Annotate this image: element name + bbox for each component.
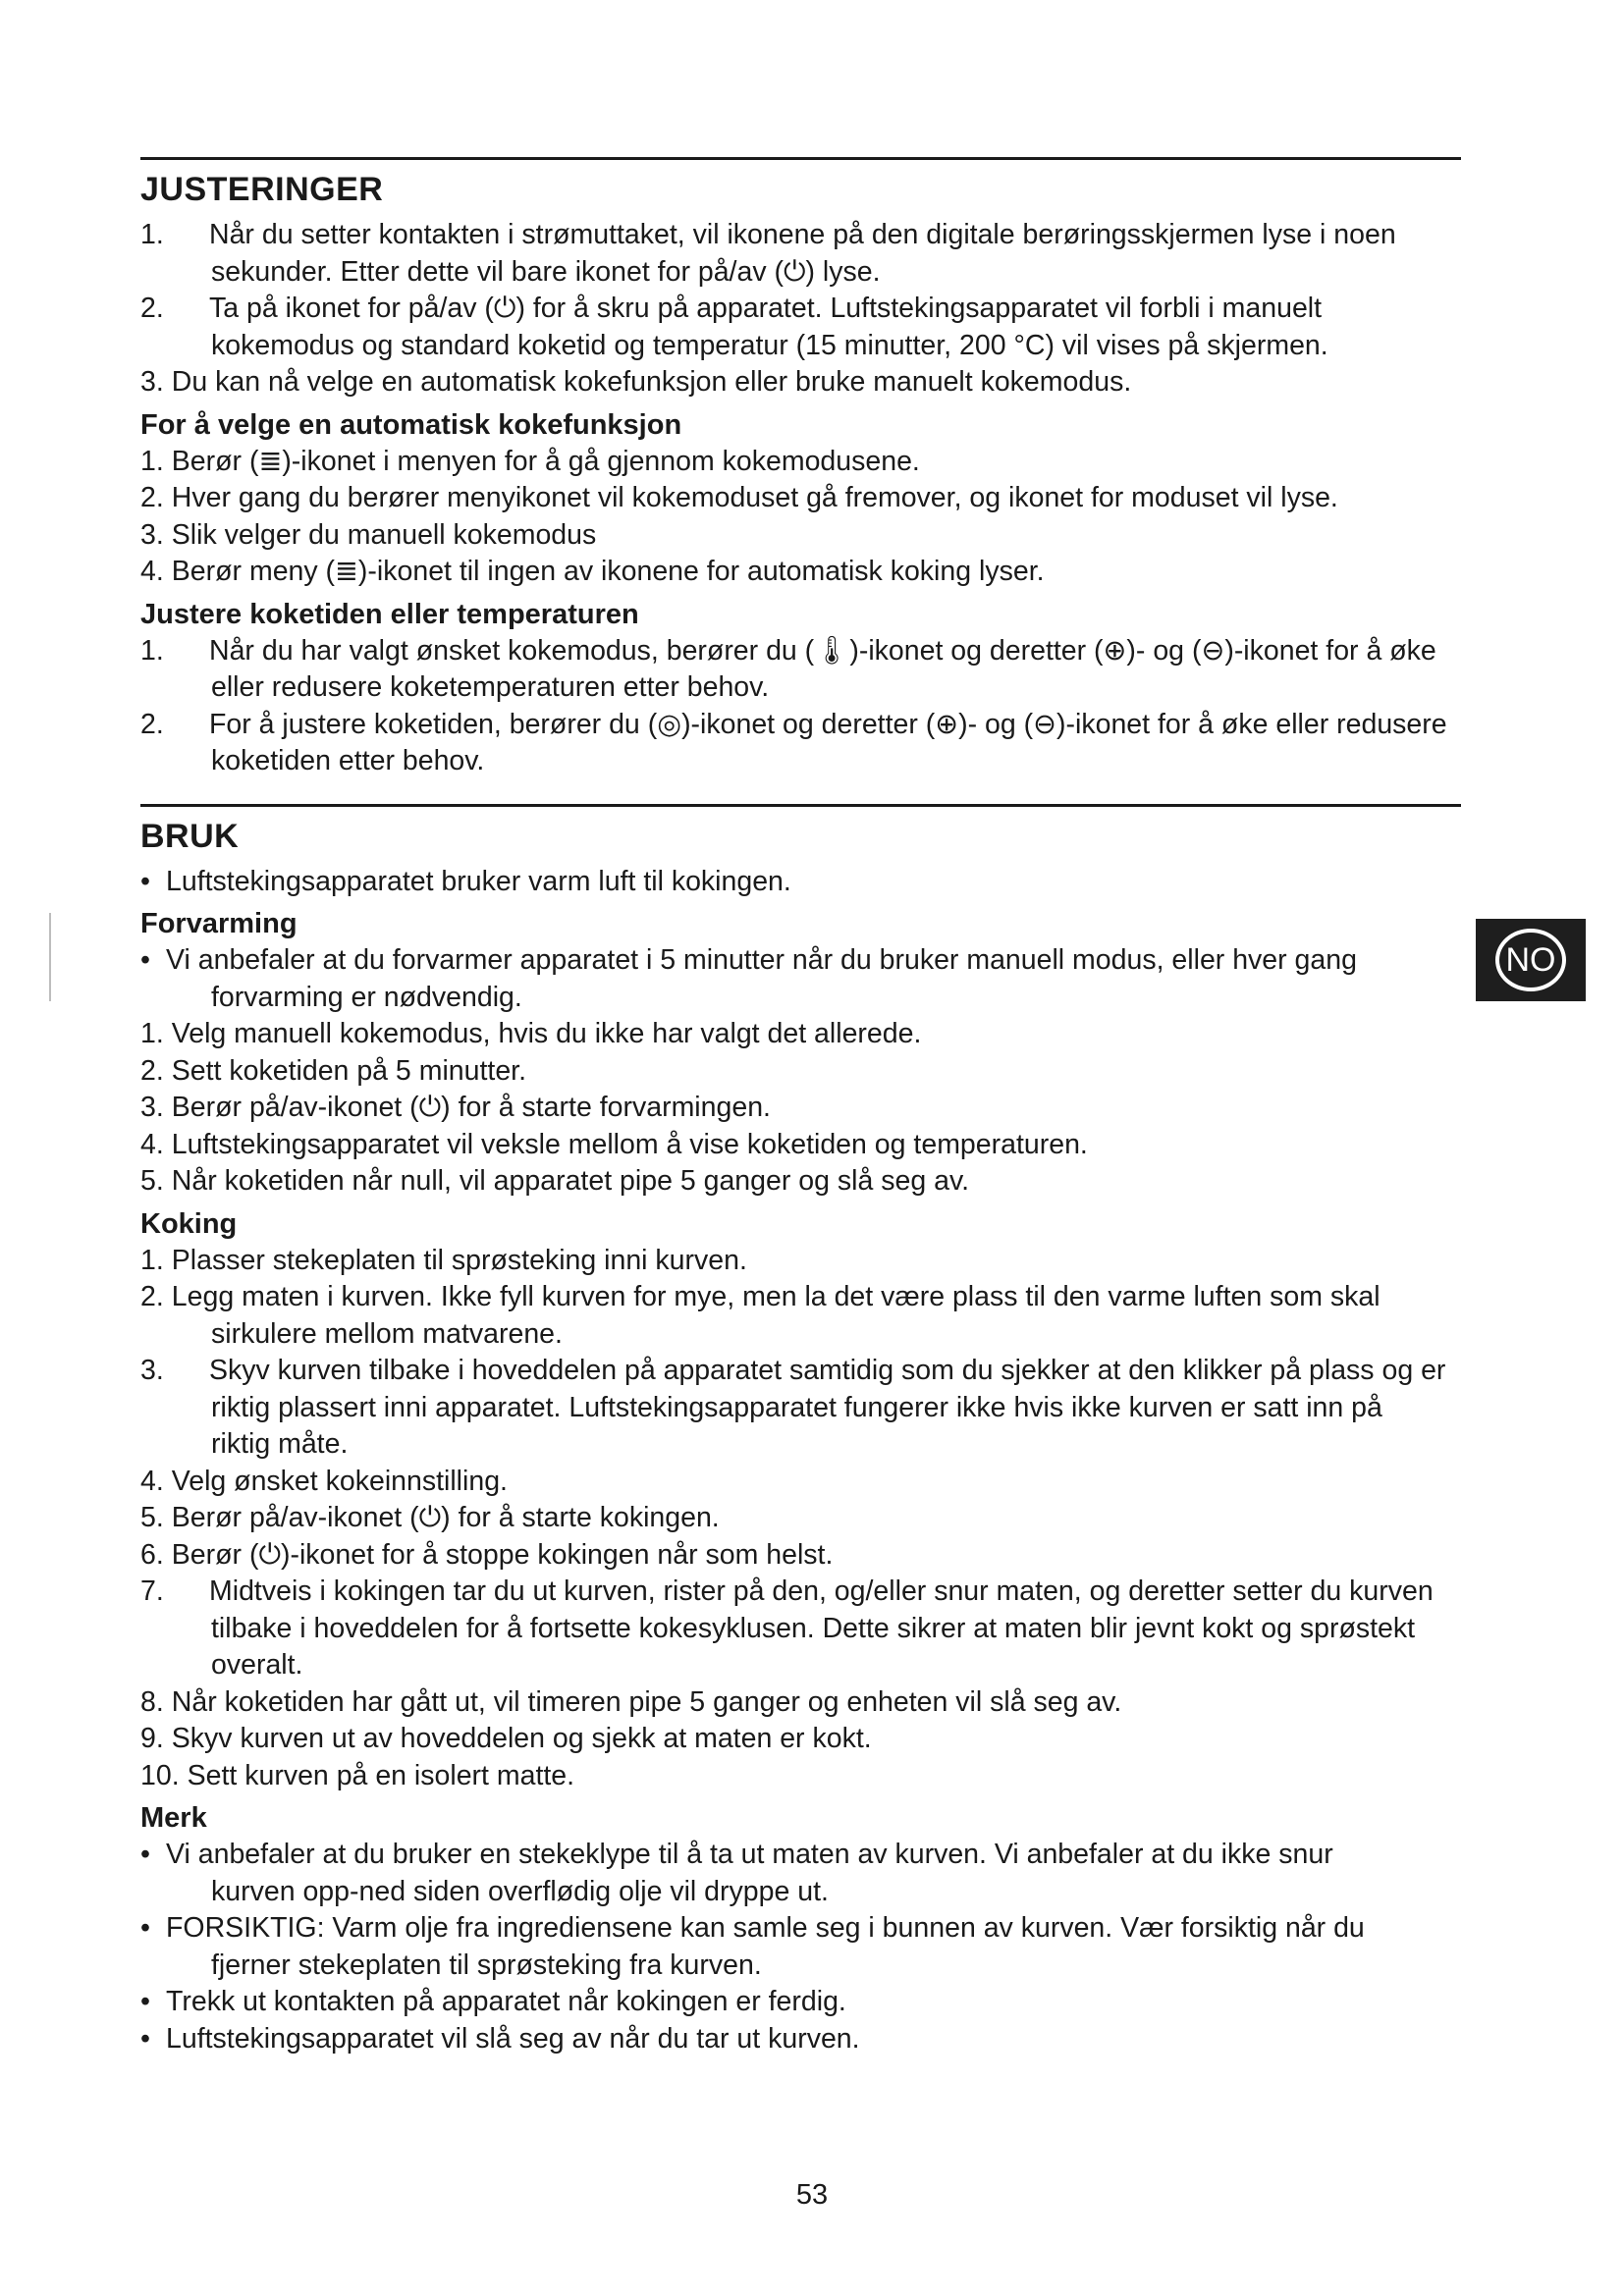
margin-mark bbox=[49, 913, 51, 1001]
section-title-bruk: BRUK bbox=[140, 817, 240, 855]
list-item-continuation: sekunder. Etter dette vil bare ikonet for på/av (⏻) lyse. bbox=[211, 255, 881, 288]
item-text: Ta på ikonet for på/av (⏻) for å skru på apparatet. Luftstekingsapparatet vil forbli i manuelt bbox=[209, 293, 1323, 324]
list-item: 3. Skyv kurven tilbake i hoveddelen på apparatet samtidig som du sjekker at den klikker på plass og er bbox=[140, 1355, 1446, 1386]
item-number: 1. bbox=[140, 219, 164, 250]
subheading-forvarming: Forvarming bbox=[140, 908, 298, 939]
language-badge: NO bbox=[1495, 929, 1566, 991]
list-item: 1. Når du har valgt ønsket kokemodus, berører du (🌡)-ikonet og deretter (⊕)- og (⊖)-ikonet for å øke bbox=[140, 634, 1436, 667]
list-item: 1. Berør (≣)-ikonet i menyen for å gå gjennom kokemodusene. bbox=[140, 445, 920, 477]
list-item: 5. Når koketiden når null, vil apparatet pipe 5 ganger og slå seg av. bbox=[140, 1165, 970, 1197]
bullet-item: • Trekk ut kontakten på apparatet når kokingen er ferdig. bbox=[140, 1986, 846, 2017]
bullet-item: • Luftstekingsapparatet vil slå seg av når du tar ut kurven. bbox=[140, 2022, 860, 2055]
bullet-continuation: fjerner stekeplaten til sprøsteking fra kurven. bbox=[211, 1949, 762, 1981]
bullet-item: • Vi anbefaler at du bruker en stekeklype til å ta ut maten av kurven. Vi anbefaler at du ikke snur bbox=[140, 1839, 1333, 1870]
item-number: 2. bbox=[140, 293, 164, 324]
list-item-continuation: sirkulere mellom matvarene. bbox=[211, 1317, 563, 1350]
page-content bbox=[140, 157, 1461, 2057]
list-item bbox=[140, 364, 1461, 401]
bullet-continuation: forvarming er nødvendig. bbox=[211, 981, 522, 1013]
list-item: 2. Legg maten i kurven. Ikke fyll kurven for mye, men la det være plass til den varme luften som skal bbox=[140, 1281, 1380, 1312]
list-item: 10. Sett kurven på en isolert matte. bbox=[140, 1759, 575, 1791]
list-item: 2. For å justere koketiden, berører du (◎)-ikonet og deretter (⊕)- og (⊖)-ikonet for å øke eller redusere bbox=[140, 708, 1447, 740]
list-item-continuation: riktig plassert inni apparatet. Luftstekingsapparatet fungerer ikke hvis ikke kurven er satt inn på bbox=[211, 1391, 1382, 1423]
list-item: 4. Berør meny (≣)-ikonet til ingen av ikonene for automatisk koking lyser. bbox=[140, 556, 1045, 587]
section-divider bbox=[140, 157, 1461, 160]
item-text: Du kan nå velge en automatisk kokefunksjon eller bruke manuelt kokemodus. bbox=[171, 366, 1132, 398]
list-item: 9. Skyv kurven ut av hoveddelen og sjekk at maten er kokt. bbox=[140, 1723, 872, 1754]
list-item-continuation: tilbake i hoveddelen for å fortsette kokesyklusen. Dette sikrer at maten blir jevnt kokt og sprøstekt bbox=[211, 1612, 1416, 1644]
section-divider bbox=[140, 804, 1461, 807]
list-item: 2. Sett koketiden på 5 minutter. bbox=[140, 1054, 526, 1087]
list-item: 3. Berør på/av-ikonet (⏻) for å starte forvarmingen. bbox=[140, 1092, 771, 1123]
subheading-merk: Merk bbox=[140, 1802, 207, 1834]
list-item: 5. Berør på/av-ikonet (⏻) for å starte kokingen. bbox=[140, 1502, 720, 1533]
section-title-justeringer: JUSTERINGER bbox=[140, 171, 384, 208]
list-item-continuation: riktig måte. bbox=[211, 1428, 349, 1460]
list-item: 8. Når koketiden har gått ut, vil timeren pipe 5 ganger og enheten vil slå seg av. bbox=[140, 1685, 1122, 1718]
list-item: 2. Hver gang du berører menyikonet vil kokemoduset gå fremover, og ikonet for moduset vil lyse. bbox=[140, 482, 1338, 513]
subheading-koking: Koking bbox=[140, 1207, 238, 1240]
bullet-continuation: kurven opp-ned siden overflødig olje vil dryppe ut. bbox=[211, 1875, 829, 1907]
list-item-continuation: eller redusere koketemperaturen etter behov. bbox=[211, 671, 770, 703]
list-item: 1. Velg manuell kokemodus, hvis du ikke har valgt det allerede. bbox=[140, 1018, 922, 1049]
list-item: 7. Midtveis i kokingen tar du ut kurven, rister på den, og/eller snur maten, og deretter setter du kurven bbox=[140, 1575, 1434, 1607]
list-item-continuation: koketiden etter behov. bbox=[211, 745, 485, 776]
bullet-item: • Luftstekingsapparatet bruker varm luft til kokingen. bbox=[140, 865, 791, 897]
page-number: 53 bbox=[795, 2179, 829, 2211]
list-item: 1. Plasser stekeplaten til sprøsteking inni kurven. bbox=[140, 1244, 747, 1276]
list-item-continuation: kokemodus og standard koketid og temperatur (15 minutter, 200 °C) vil vises på skjermen. bbox=[211, 329, 1328, 361]
subheading-auto-function: For å velge en automatisk kokefunksjon bbox=[140, 408, 682, 441]
list-item: 3. Slik velger du manuell kokemodus bbox=[140, 518, 597, 551]
item-number: 3. bbox=[140, 366, 164, 398]
item-text: Når du setter kontakten i strømuttaket, vil ikonene på den digitale berøringsskjermen lyse i noen bbox=[209, 219, 1396, 250]
list-item bbox=[140, 217, 1461, 254]
list-item: 6. Berør (⏻)-ikonet for å stoppe kokingen når som helst. bbox=[140, 1538, 834, 1571]
language-tab bbox=[1476, 919, 1586, 1001]
list-item: 4. Luftstekingsapparatet vil veksle mellom å vise koketiden og temperaturen. bbox=[140, 1128, 1088, 1160]
bullet-item: • Vi anbefaler at du forvarmer apparatet i 5 minutter når du bruker manuell modus, eller hver gang bbox=[140, 944, 1357, 976]
subheading-adjust: Justere koketiden eller temperaturen bbox=[140, 598, 639, 630]
list-item-continuation: overalt. bbox=[211, 1649, 303, 1681]
bullet-item: • FORSIKTIG: Varm olje fra ingrediensene kan samle seg i bunnen av kurven. Vær forsiktig når du bbox=[140, 1912, 1365, 1944]
list-item: 4. Velg ønsket kokeinnstilling. bbox=[140, 1465, 508, 1497]
list-item bbox=[140, 291, 1461, 328]
